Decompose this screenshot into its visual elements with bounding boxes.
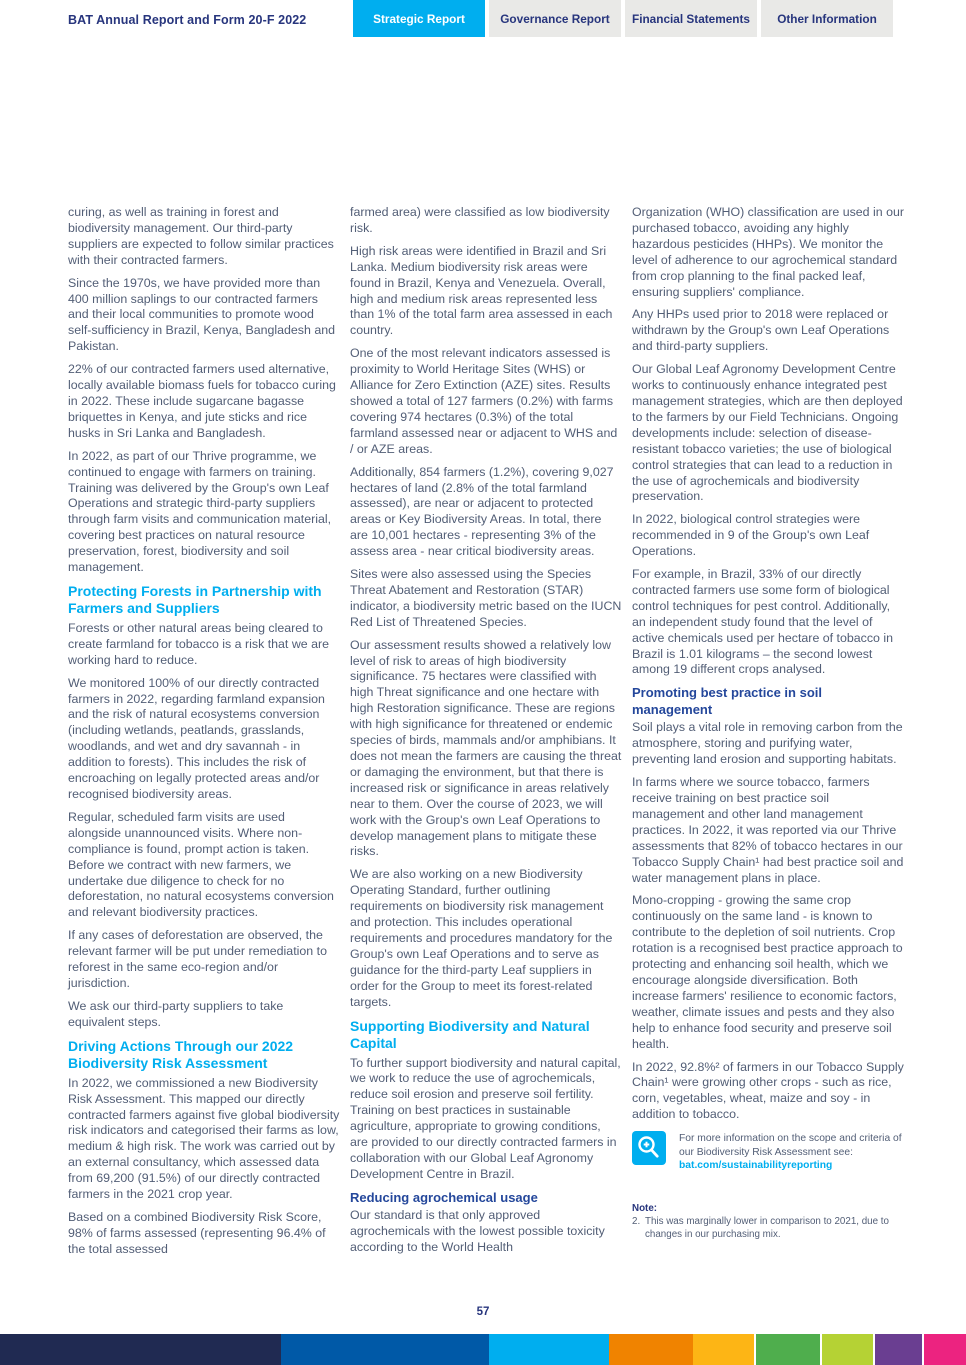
- nav-tabs: [353, 0, 893, 37]
- paragraph: Our Global Leaf Agronomy Development Centre works to continuously enhance integrated pest management strategies, which are then deployed to the farmers by our Field Technicians. Ongoing developments include: selection of disease-resistant tobacco varieties; the use of biological control strategies that can lead to a reduction in the use of agrochemicals and biodiversity preservation.: [632, 362, 903, 504]
- paragraph: Based on a combined Biodiversity Risk Score, 98% of farms assessed (representing 96.4% of the total assessed: [68, 1209, 326, 1256]
- note-item-text: This was marginally lower in comparison to 2021, due to changes in our purchasing mix.: [645, 1215, 889, 1240]
- paragraph: If any cases of deforestation are observed, the relevant farmer will be put under remediation to reforest in the same eco-region and/or jurisdiction.: [68, 928, 327, 990]
- color-bar-segment: [924, 1334, 966, 1365]
- paragraph: To further support biodiversity and natural capital, we work to reduce the use of agrochemicals, reduce soil erosion and preserve soil fertility. Training on best practices in sustainable agriculture, appropriate to growing conditions, are provided to our directly contracted farmers in collaboration with our Global Leaf Agronomy Development Centre in Brazil.: [350, 1055, 621, 1181]
- paragraph: Mono-cropping - growing the same crop continuously on the same land - is known to contribute to the depletion of soil nutrients. Crop rotation is a recognised best practice approach to protecting and enhancing soil health, which we encourage alongside diversification. Both increase farmers' resilience to economic factors, weather, climate issues and pests and they also help to enhance food security and preserve soil health.: [632, 893, 903, 1051]
- column-1: [68, 205, 340, 1265]
- section-heading: Promoting best practice in soil management: [632, 685, 822, 717]
- tab-other-information[interactable]: Other Information: [761, 0, 893, 37]
- column-3: [632, 205, 904, 1265]
- zoom-in-icon: [632, 1131, 666, 1165]
- paragraph: Any HHPs used prior to 2018 were replaced or withdrawn by the Group's own Leaf Operations and third-party suppliers.: [632, 307, 890, 354]
- color-bar-segment: [0, 1334, 281, 1365]
- column-2: [350, 205, 622, 1265]
- note-item: [632, 1216, 904, 1241]
- paragraph: curing, as well as training in forest and biodiversity management. Our third-party suppliers are expected to follow similar practices with their contracted farmers.: [68, 205, 334, 267]
- color-bar-segment: [693, 1334, 754, 1365]
- paragraph: We are also working on a new Biodiversity Operating Standard, further outlining requirements on biodiversity risk management and protection. This includes operational requirements and procedures mandatory for the Group's own Leaf Operations and to serve as guidance for the third-party Leaf suppliers in order for the Group to meet its forest-related targets.: [350, 867, 613, 1009]
- tab-governance-report[interactable]: Governance Report: [489, 0, 621, 37]
- section-heading: Protecting Forests in Partnership with Farmers and Suppliers: [68, 582, 322, 617]
- page-content: [68, 205, 904, 1265]
- section-heading: Driving Actions Through our 2022 Biodiversity Risk Assessment: [68, 1037, 294, 1072]
- footer-color-bar: [0, 1334, 966, 1365]
- info-box-text: [679, 1131, 904, 1173]
- color-bar-segment: [489, 1334, 609, 1365]
- paragraph: Additionally, 854 farmers (1.2%), covering 9,027 hectares of land (2.8% of the total farmland assessed), are near or adjacent to protected areas or Key Biodiversity Areas. In total, there are 10,001 hectares - representing 3% of the assess area - near critical biodiversity areas.: [350, 464, 614, 559]
- tab-strategic-report[interactable]: Strategic Report: [353, 0, 485, 37]
- info-box: [632, 1131, 904, 1173]
- note-label: Note:: [632, 1202, 658, 1214]
- tab-financial-statements[interactable]: Financial Statements: [625, 0, 757, 37]
- paragraph: For example, in Brazil, 33% of our directly contracted farmers use some form of biological control techniques for pest control. Additionally, an independent study found that the level of active chemicals used per hectare of tobacco in Brazil is 1.01 kilograms – the second lowest among 19 different crops analysed.: [632, 567, 894, 677]
- paragraph: farmed area) were classified as low biodiversity risk.: [350, 205, 610, 235]
- paragraph: Our assessment results showed a relatively low level of risk to areas of high biodiversity significance. 75 hectares were classified with high Threat significance and one hectare with high Restoration significance. These are regions with high significance for threatened or endemic species of birds, mammals and/or amphibians. It does not mean the farmers are causing the threat or damaging the environment, but that there is increased risk or significance in areas relatively near to them. Over the course of 2023, we will work with the Group's own Leaf Operations to develop management plans to mitigate these risks.: [350, 637, 622, 859]
- color-bar-segment: [281, 1334, 489, 1365]
- color-bar-segment: [756, 1334, 820, 1365]
- page-number: 57: [476, 1306, 490, 1318]
- sustainability-link[interactable]: bat.com/sustainabilityreporting: [679, 1160, 833, 1172]
- paragraph: 22% of our contracted farmers used alternative, locally available biomass fuels for tobacco curing in 2022. These include sugarcane bagasse briquettes in Kenya, and jute sticks and rice husks in Sri Lanka and Bangladesh.: [68, 362, 336, 440]
- color-bar-segment: [875, 1334, 922, 1365]
- paragraph: In farms where we source tobacco, farmers receive training on best practice soil management and other land management practices. In 2022, it was reported via our Thrive assessments that 82% of tobacco hectares in our Tobacco Supply Chain¹ had best practice soil and water management plans in place.: [632, 775, 904, 885]
- color-bar-segment: [609, 1334, 693, 1365]
- section-heading: Reducing agrochemical usage: [350, 1189, 538, 1205]
- section-heading: Supporting Biodiversity and Natural Capital: [350, 1017, 590, 1051]
- paragraph: Since the 1970s, we have provided more than 400 million saplings to our contracted farmers and their local communities to promote wood self-sufficiency in Brazil, Kenya, Bangladesh and Pakistan.: [68, 275, 336, 354]
- info-box-caption: For more information on the scope and criteria of our Biodiversity Risk Assessment see:: [679, 1133, 902, 1158]
- paragraph: We monitored 100% of our directly contracted farmers in 2022, regarding farmland expansion and the risk of natural ecosystems conversion (including wetlands, peatlands, grasslands, woodlands, and wet and dry savannah - in addition to forests). This includes the risk of encroaching on legally protected areas and/or recognised biodiversity areas.: [68, 675, 325, 801]
- paragraph: Soil plays a vital role in removing carbon from the atmosphere, storing and purifying water, preventing land erosion and supporting habitats.: [632, 720, 903, 767]
- paragraph: In 2022, biological control strategies were recommended in 9 of the Group's own Leaf Operations.: [632, 512, 870, 559]
- paragraph: Our standard is that only approved agrochemicals with the lowest possible toxicity according to the World Health: [350, 1208, 605, 1255]
- note-item-number: 2.: [632, 1215, 641, 1227]
- color-bar-segment: [822, 1334, 873, 1365]
- paragraph: Regular, scheduled farm visits are used alongside unannounced visits. Where non-compliance is found, prompt action is taken. Before we contract with new farmers, we undertake due diligence to check for no deforestation, no natural ecosystems conversion and relevant biodiversity practices.: [68, 809, 334, 920]
- report-title: BAT Annual Report and Form 20-F 2022: [68, 13, 307, 27]
- note: [632, 1203, 904, 1241]
- paragraph: In 2022, as part of our Thrive programme, we continued to engage with farmers on training. Training was delivered by the Group's own Leaf Operations and strategic third-party suppliers through farm visits and communication material, covering best practices on natural resource preservation, forest, biodiversity and soil management.: [68, 448, 332, 575]
- paragraph: Forests or other natural areas being cleared to create farmland for tobacco is a risk that we are working hard to reduce.: [68, 620, 330, 667]
- paragraph: We ask our third-party suppliers to take equivalent steps.: [68, 998, 284, 1029]
- paragraph: Organization (WHO) classification are used in our purchased tobacco, avoiding any highly hazardous pesticides (HHPs). We monitor the level of adherence to our agrochemical standard from crop planning to the final packed leaf, ensuring suppliers' compliance.: [632, 205, 905, 299]
- paragraph: In 2022, 92.8%² of farmers in our Tobacco Supply Chain¹ were growing other crops - such as rice, corn, vegetables, wheat, maize and soy - in addition to tobacco.: [632, 1059, 904, 1122]
- paragraph: One of the most relevant indicators assessed is proximity to World Heritage Sites (WHS) or Alliance for Zero Extinction (AZE) sites. Results showed a total of 127 farmers (0.2%) with farms covering 974 hectares (0.3%) of the total farmland assessed near or adjacent to WHS and / or AZE areas.: [350, 346, 618, 456]
- paragraph: High risk areas were identified in Brazil and Sri Lanka. Medium biodiversity risk areas were found in Brazil, Kenya and Venezuela. Overall, high and medium risk areas represented less than 1% of the total farm area assessed in each country.: [350, 243, 613, 338]
- paragraph: In 2022, we commissioned a new Biodiversity Risk Assessment. This mapped our directly contracted farmers against five global biodiversity risk indicators and categorised their farms as low, medium & high risk. The work was carried out by an external consultancy, which assessed data from 69,200 (91.5%) of our directly contracted farmers in the 2021 crop year.: [68, 1075, 340, 1202]
- paragraph: Sites were also assessed using the Species Threat Abatement and Restoration (STAR) indicator, a biodiversity metric based on the IUCN Red List of Threatened Species.: [350, 567, 622, 629]
